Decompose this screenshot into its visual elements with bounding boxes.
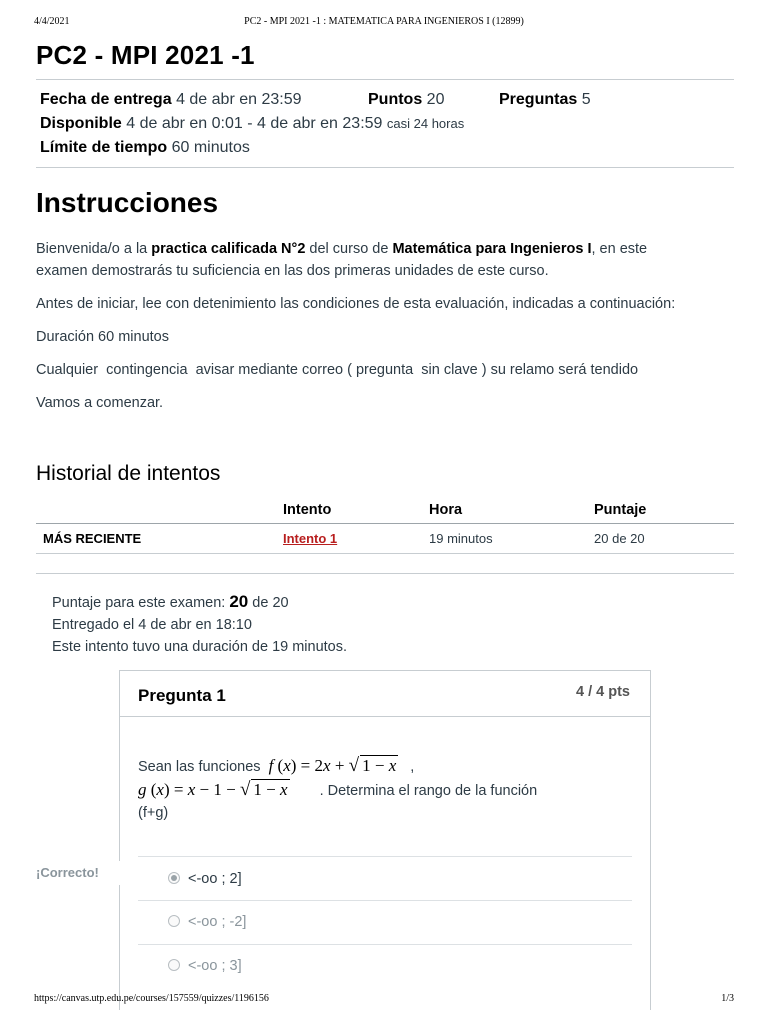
score-summary xyxy=(52,592,289,612)
print-footer xyxy=(34,993,734,1007)
instructions-paragraph-2: Antes de iniciar, lee con detenimiento las condiciones de esta evaluación, indicadas a continuación: xyxy=(36,296,676,312)
divider xyxy=(36,167,734,168)
answer-divider xyxy=(138,856,632,857)
text-fragment: del curso de xyxy=(305,241,393,257)
text-bold: Matemática para Ingenieros I xyxy=(392,241,592,257)
radio-icon[interactable] xyxy=(168,915,180,927)
answer-divider xyxy=(138,900,632,901)
questions-label: Preguntas xyxy=(499,91,578,108)
page-title: PC2 - MPI 2021 -1 xyxy=(36,40,255,70)
instructions-paragraph-1 xyxy=(36,238,734,282)
score-value: 20 xyxy=(229,592,249,611)
question-text: Sean las funciones xyxy=(138,759,261,775)
time-limit-label: Límite de tiempo xyxy=(40,139,168,156)
duration-text: Este intento tuvo una duración de 19 minutos. xyxy=(52,639,348,655)
history-col-time: Hora xyxy=(429,502,463,518)
answer-option[interactable] xyxy=(168,958,242,974)
instructions-paragraph-5: Vamos a comenzar. xyxy=(36,395,164,411)
points-meta xyxy=(368,91,444,109)
score-number: 20 xyxy=(594,531,609,546)
divider xyxy=(36,79,734,80)
instructions-paragraph-4: Cualquier contingencia avisar mediante correo ( pregunta sin clave ) su relamo será tendido xyxy=(36,362,639,378)
answer-option[interactable] xyxy=(168,914,246,930)
question-header xyxy=(120,671,650,717)
points-value: 20 xyxy=(426,91,445,108)
answer-label: <-oo ; -2] xyxy=(188,914,247,930)
question-points: 4 / 4 pts xyxy=(576,684,630,700)
answer-label: <-oo ; 2] xyxy=(188,871,242,887)
text-fragment: , en este xyxy=(591,241,648,257)
questions-value: 5 xyxy=(581,91,591,108)
text-fragment: Bienvenida/o a la xyxy=(36,241,152,257)
question-text-line-2 xyxy=(138,779,537,801)
print-date: 4/4/2021 xyxy=(34,16,70,27)
available-label: Disponible xyxy=(40,115,122,132)
attempt-link[interactable]: Intento 1 xyxy=(283,531,338,546)
score-of: de 20 xyxy=(252,595,289,611)
question-text-line-1 xyxy=(138,755,414,777)
radio-selected-icon[interactable] xyxy=(168,872,180,884)
attempt-link-cell xyxy=(283,531,337,546)
history-heading: Historial de intentos xyxy=(36,462,221,485)
questions-meta xyxy=(499,91,591,109)
instructions-paragraph-3: Duración 60 minutos xyxy=(36,329,169,345)
question-text: . Determina el rango de la función xyxy=(319,783,538,799)
answer-divider xyxy=(138,944,632,945)
answer-label: <-oo ; 3] xyxy=(188,958,242,974)
question-name: Pregunta 1 xyxy=(138,686,226,705)
print-page-number: 1/3 xyxy=(721,993,734,1004)
print-url: https://canvas.utp.edu.pe/courses/157559/quizzes/1196156 xyxy=(34,993,269,1004)
score-label: Puntaje para este examen: xyxy=(52,595,226,611)
print-title: PC2 - MPI 2021 -1 : MATEMATICA PARA INGENIEROS I (12899) xyxy=(244,16,524,27)
points-label: Puntos xyxy=(368,91,423,108)
formula-f: f (x) = 2x + √ 1 − x xyxy=(268,755,397,776)
table-header-divider xyxy=(36,523,734,524)
time-limit-value: 60 minutos xyxy=(171,139,250,156)
instructions-heading: Instrucciones xyxy=(36,187,219,218)
formula-g: g (x) = x − 1 − √ 1 − x xyxy=(138,779,288,800)
text-fragment: examen demostrarás tu suficiencia en las dos primeras unidades de este curso. xyxy=(36,263,549,279)
divider xyxy=(36,573,734,574)
correct-answer-tag: ¡Correcto! xyxy=(28,861,126,885)
due-label: Fecha de entrega xyxy=(40,91,172,108)
due-value: 4 de abr en 23:59 xyxy=(176,91,302,108)
row-label: MÁS RECIENTE xyxy=(43,531,142,546)
quiz-meta-row-3 xyxy=(40,139,250,157)
score-of: de 20 xyxy=(612,531,645,546)
submitted-text: Entregado el 4 de abr en 18:10 xyxy=(52,617,252,633)
attempt-score xyxy=(594,531,645,546)
question-card xyxy=(119,670,651,1010)
quiz-meta-row-2 xyxy=(40,115,464,133)
quiz-meta-row-1 xyxy=(40,91,302,109)
history-col-attempt: Intento xyxy=(283,502,332,518)
print-header xyxy=(34,16,734,30)
radio-icon[interactable] xyxy=(168,959,180,971)
question-text-line-3: (f+g) xyxy=(138,805,169,821)
available-note: casi 24 horas xyxy=(386,116,465,131)
history-col-score: Puntaje xyxy=(594,502,647,518)
divider xyxy=(36,553,734,554)
attempt-time: 19 minutos xyxy=(429,531,493,546)
comma: , xyxy=(410,759,415,775)
available-value: 4 de abr en 0:01 - 4 de abr en 23:59 xyxy=(126,115,383,132)
text-bold: practica calificada N°2 xyxy=(151,241,306,257)
answer-option[interactable] xyxy=(168,871,242,887)
